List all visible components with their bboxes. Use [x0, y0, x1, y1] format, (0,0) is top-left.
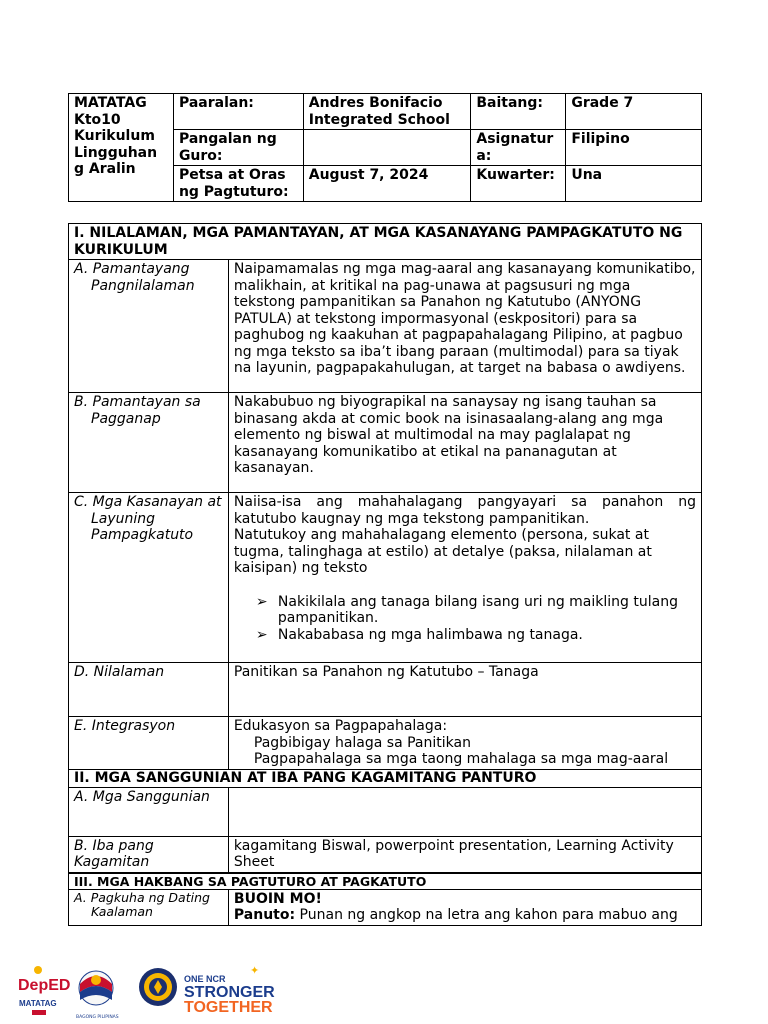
bagong-pilipinas-logo — [76, 971, 119, 1020]
instruction-text: Punan ng angkop na letra ang kahon para mabuo ang — [295, 907, 678, 923]
teacher-label: Pangalan ng Guro: — [173, 130, 303, 166]
nilalaman-label: D. Nilalaman — [69, 663, 229, 717]
label-line: A. Pagkuha ng Dating — [74, 889, 210, 905]
deped-logo-text: DepED — [18, 977, 71, 994]
label-line: Pangnilalaman — [91, 277, 195, 294]
quarter-value: Una — [566, 166, 702, 202]
label-line: Layuning — [91, 510, 156, 527]
matatag-text: MATATAG — [19, 999, 57, 1008]
one-ncr-logo — [184, 964, 275, 1016]
teacher-value — [303, 130, 471, 166]
date-value: August 7, 2024 — [303, 166, 471, 202]
subject-value: Filipino — [566, 130, 702, 166]
objective-text: Nakikilala ang tanaga bilang isang uri ng maikling tulang pampanitikan. — [277, 593, 678, 626]
iba-pang-kagamitan-label — [69, 836, 229, 873]
instruction-label: Panuto: — [233, 907, 296, 923]
section-3-title: III. MGA HAKBANG SA PAGTUTURO AT PAGKATUTO — [69, 873, 702, 890]
kasanayan-label — [69, 493, 229, 663]
integrasyon-label: E. Integrasyon — [69, 717, 229, 770]
date-label: Petsa at Oras ng Pagtuturo: — [173, 166, 303, 202]
label-line: C. Mga Kasanayan at — [74, 494, 222, 510]
label-line: A. Pamantayang — [74, 261, 190, 277]
kasanayan-text-2: Natutukoy ang mahahalagang elemento (persona, sukat at tugma, talinghaga at estilo) at detalye (paksa, nilalaman at kaisipan) ng teksto — [233, 527, 652, 576]
sparkle-icon: ✦ — [250, 964, 260, 977]
one-ncr-text: ONE NCR — [184, 974, 226, 984]
integrasyon-text: Pagpapahalaga sa mga taong mahalaga sa mga mag-aaral — [253, 751, 669, 767]
pamantayang-pangnilalaman-text: Naipamamalas ng mga mag-aaral ang kasanayang komunikatibo, malikhain, at kritikal na pag-unawa at pagsusuri ng mga tekstong pampanitikan sa Panahon ng Katutubo (ANYONG PATULA) at tekstong impormasyonal (eskpositori) para sa paghubog ng kaakuhan at pagpapahalagang Pilipino, at pagbuo ng mga teksto sa iba’t ibang paraan (multimodal) para sa tiyak na layunin, pagpapakahulugan, at target na babasa o awdiyens. — [228, 260, 701, 393]
label-line: Pampagkatuto — [91, 527, 194, 543]
objective-bullet — [256, 594, 696, 627]
section-2-title: II. MGA SANGGUNIAN AT IBA PANG KAGAMITANG PANTURO — [69, 769, 702, 787]
objective-bullet — [256, 627, 696, 644]
stronger-text: STRONGER — [184, 984, 275, 1001]
kasanayan-text-1: Naiisa-isa ang mahahalagang pangyayari sa panahon ng katutubo kaugnay ng mga tekstong pampanitikan. — [233, 494, 696, 527]
arrow-bullet-icon: ➢ — [255, 626, 268, 643]
label-line: B. Iba pang — [74, 837, 154, 854]
pamantayan-sa-pagganap-text: Nakabubuo ng biyograpikal na sanaysay ng isang tauhan sa binasang akda at comic book na isinasaalang-alang ang mga elemento ng biswal at multimodal na may paglalapat ng kasanayang komunikatibo at etikal na pananagutan at kasanayan. — [228, 393, 701, 493]
deped-sun-icon — [34, 966, 42, 974]
together-text: TOGETHER — [184, 999, 273, 1016]
integrasyon-text: Pagbibigay halaga sa Panitikan — [253, 734, 471, 751]
school-value: Andres Bonifacio Integrated School — [303, 94, 471, 130]
label-line: Kagamitan — [74, 854, 150, 870]
instruction-line — [234, 907, 696, 924]
kasanayan-content — [228, 493, 701, 663]
label-line: Kaalaman — [91, 903, 153, 919]
sun-icon — [91, 975, 101, 985]
pagkuha-label — [69, 889, 229, 925]
grade-value: Grade 7 — [566, 94, 702, 130]
label-line: Pagganap — [91, 410, 161, 427]
integrasyon-content — [228, 717, 701, 770]
sanggunian-label: A. Mga Sanggunian — [69, 787, 229, 836]
school-label: Paaralan: — [173, 94, 303, 130]
pamantayang-pangnilalaman-label — [69, 260, 229, 393]
subject-label: Asignatur a: — [471, 130, 566, 166]
header-table — [68, 93, 702, 202]
quarter-label: Kuwarter: — [471, 166, 566, 202]
label-line: B. Pamantayan sa — [74, 394, 201, 410]
sanggunian-text — [228, 787, 701, 836]
objective-text: Nakababasa ng mga halimbawa ng tanaga. — [277, 626, 583, 643]
division-seal-logo — [139, 968, 177, 1006]
curriculum-title: MATATAG Kto10 Kurikulum Lingguhan g Aralin — [69, 94, 174, 202]
integrasyon-text: Edukasyon sa Pagpapahalaga: — [233, 718, 448, 734]
deped-logo — [18, 966, 70, 1015]
nilalaman-text: Panitikan sa Panahon ng Katutubo – Tanaga — [228, 663, 701, 717]
matatag-bar-icon — [32, 1010, 46, 1015]
bagong-pilipinas-text: BAGONG PILIPINAS — [76, 1015, 119, 1020]
pagkuha-content — [228, 889, 701, 925]
footer-logo-strip — [18, 962, 278, 1020]
iba-pang-kagamitan-text: kagamitang Biswal, powerpoint presentation, Learning Activity Sheet — [228, 836, 701, 873]
grade-label: Baitang: — [471, 94, 566, 130]
activity-title: BUOIN MO! — [233, 890, 322, 907]
section-1-title: I. NILALAMAN, MGA PAMANTAYAN, AT MGA KASANAYANG PAMPAGKATUTO NG KURIKULUM — [69, 224, 702, 260]
pamantayan-sa-pagganap-label — [69, 393, 229, 493]
arrow-bullet-icon: ➢ — [255, 593, 268, 610]
footer-logos — [18, 962, 278, 1020]
lesson-plan-table — [68, 223, 702, 926]
